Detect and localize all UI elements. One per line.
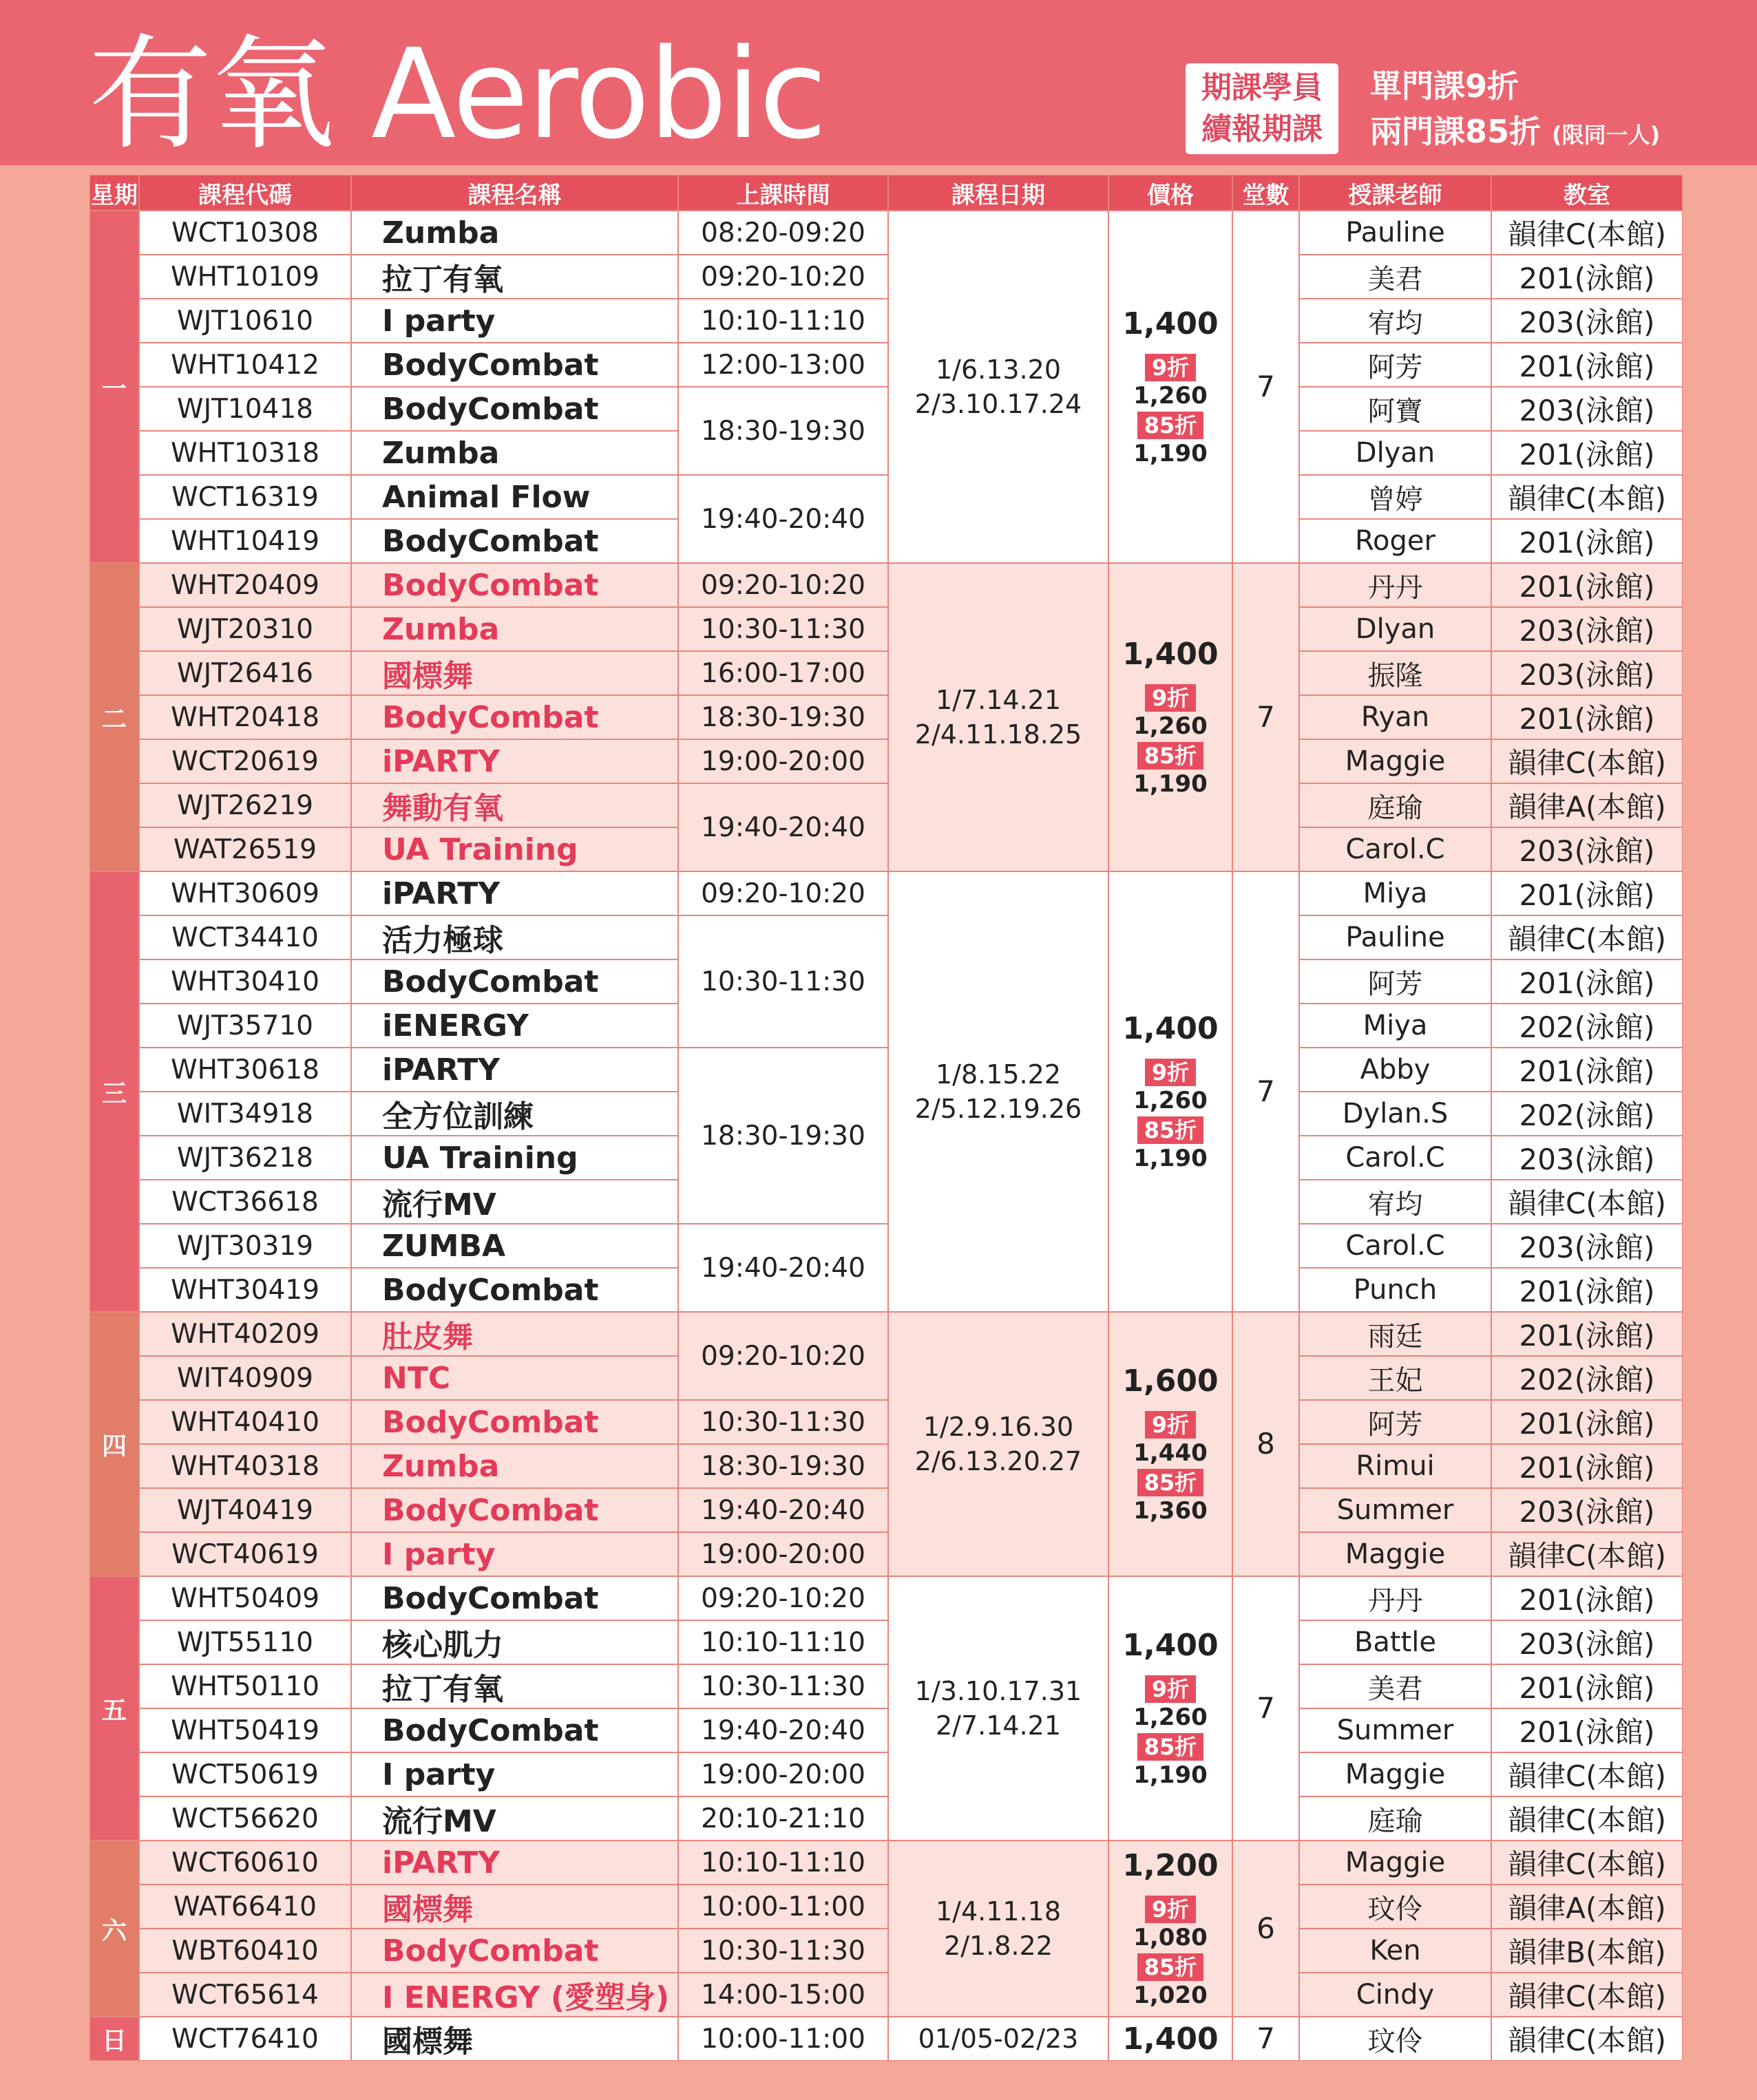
course-name: BodyCombat (351, 695, 678, 739)
teacher-name: 阿芳 (1299, 343, 1491, 387)
room-name: 201(泳館) (1491, 695, 1683, 739)
time-cell: 18:30-19:30 (678, 1048, 888, 1224)
course-code: WIT40909 (139, 1356, 351, 1400)
teacher-header: 授課老師 (1299, 175, 1491, 211)
teacher-name: Ken (1299, 1929, 1491, 1973)
time-cell: 09:20-10:20 (678, 1576, 888, 1620)
room-name: 201(泳館) (1491, 1048, 1683, 1092)
price-main: 1,600 (1122, 1363, 1219, 1399)
price-9-discount: 1,260 (1133, 1086, 1208, 1114)
course-code: WJT40419 (139, 1488, 351, 1532)
course-code: WHT50110 (139, 1664, 351, 1708)
session-count: 7 (1232, 1576, 1299, 1841)
time-cell: 10:30-11:30 (678, 1929, 888, 1973)
promo-line-2: 兩門課85折 (1370, 113, 1542, 150)
course-name: I party (351, 1532, 678, 1576)
price-cell (1108, 563, 1232, 871)
room-name: 203(泳館) (1491, 651, 1683, 695)
room-name: 韻律C(本館) (1491, 2017, 1683, 2061)
room-name: 203(泳館) (1491, 607, 1683, 651)
teacher-name: Carol.C (1299, 827, 1491, 871)
course-name: 拉丁有氧 (351, 255, 678, 299)
discount-tag-9: 9折 (1145, 1675, 1196, 1703)
date-line: 01/05-02/23 (918, 2024, 1079, 2054)
room-name: 韻律C(本館) (1491, 1532, 1683, 1576)
room-name: 韻律C(本館) (1491, 475, 1683, 519)
session-count: 8 (1232, 1312, 1299, 1576)
price-header: 價格 (1108, 175, 1232, 211)
time-cell: 18:30-19:30 (678, 1444, 888, 1488)
room-name: 201(泳館) (1491, 959, 1683, 1004)
time-cell: 09:20-10:20 (678, 255, 888, 299)
room-name: 韻律C(本館) (1491, 915, 1683, 959)
course-name: BodyCombat (351, 1268, 678, 1312)
date-line: 1/6.13.20 (935, 354, 1062, 385)
teacher-name: 阿寶 (1299, 387, 1491, 431)
course-code: WCT50619 (139, 1752, 351, 1796)
course-name: iPARTY (351, 739, 678, 783)
course-name: BodyCombat (351, 1400, 678, 1444)
discount-tag-9: 9折 (1145, 1896, 1196, 1923)
course-name: BodyCombat (351, 1488, 678, 1532)
discount-tag-9: 9折 (1145, 684, 1196, 712)
discount-tag-9: 9折 (1145, 1411, 1196, 1439)
course-name: BodyCombat (351, 343, 678, 387)
teacher-name: 庭瑜 (1299, 783, 1491, 827)
course-code: WCT36618 (139, 1180, 351, 1224)
course-name: Zumba (351, 1444, 678, 1488)
course-name: 流行MV (351, 1180, 678, 1224)
teacher-name: 阿芳 (1299, 1400, 1491, 1444)
course-code: WHT30609 (139, 871, 351, 915)
day-label: 四 (90, 1312, 139, 1576)
teacher-name: 王妃 (1299, 1356, 1491, 1400)
course-code: WCT56620 (139, 1796, 351, 1841)
course-code: WJT26219 (139, 783, 351, 827)
time-cell: 10:00-11:00 (678, 2017, 888, 2061)
date-line: 1/2.9.16.30 (923, 1412, 1074, 1442)
price-main: 1,400 (1122, 636, 1219, 672)
room-name: 203(泳館) (1491, 1224, 1683, 1268)
course-code: WHT30410 (139, 959, 351, 1004)
course-code: WAT26519 (139, 827, 351, 871)
price-main: 1,400 (1122, 1627, 1219, 1663)
time-cell: 18:30-19:30 (678, 695, 888, 739)
time-cell: 10:30-11:30 (678, 1664, 888, 1708)
course-code: WCT34410 (139, 915, 351, 959)
time-cell: 19:40-20:40 (678, 1488, 888, 1532)
room-name: 韻律B(本館) (1491, 1929, 1683, 1973)
time-cell: 19:40-20:40 (678, 1224, 888, 1312)
price-main: 1,200 (1122, 1847, 1219, 1883)
course-name: BodyCombat (351, 387, 678, 431)
room-name: 201(泳館) (1491, 1664, 1683, 1708)
course-name: 國標舞 (351, 2017, 678, 2061)
price-cell (1108, 2017, 1232, 2061)
room-name: 201(泳館) (1491, 1576, 1683, 1620)
teacher-name: 美君 (1299, 255, 1491, 299)
course-name: BodyCombat (351, 563, 678, 607)
teacher-name: 振隆 (1299, 651, 1491, 695)
time-cell: 18:30-19:30 (678, 387, 888, 475)
date-header: 課程日期 (888, 175, 1108, 211)
badge-line-1: 期課學員 (1201, 70, 1323, 105)
course-name: 核心肌力 (351, 1620, 678, 1664)
room-header: 教室 (1491, 175, 1683, 211)
room-name: 203(泳館) (1491, 299, 1683, 343)
room-name: 201(泳館) (1491, 1312, 1683, 1356)
room-name: 201(泳館) (1491, 255, 1683, 299)
course-code: WHT10419 (139, 519, 351, 563)
course-code: WHT50419 (139, 1708, 351, 1752)
room-name: 203(泳館) (1491, 827, 1683, 871)
time-cell: 19:40-20:40 (678, 783, 888, 871)
code-header: 課程代碼 (139, 175, 351, 211)
price-9-discount: 1,440 (1133, 1439, 1208, 1467)
promo-line-1: 單門課9折 (1370, 67, 1519, 105)
course-dates (888, 1312, 1108, 1576)
time-cell: 08:20-09:20 (678, 211, 888, 255)
teacher-name: Ryan (1299, 695, 1491, 739)
time-cell: 19:00-20:00 (678, 739, 888, 783)
time-cell: 20:10-21:10 (678, 1796, 888, 1841)
course-name: iPARTY (351, 1841, 678, 1885)
badge-line-2: 續報期課 (1201, 112, 1323, 147)
price-main: 1,400 (1122, 1010, 1219, 1046)
date-line: 2/1.8.22 (944, 1931, 1053, 1961)
room-name: 韻律C(本館) (1491, 1973, 1683, 2017)
room-name: 韻律C(本館) (1491, 1180, 1683, 1224)
session-count: 7 (1232, 563, 1299, 871)
course-name: BodyCombat (351, 959, 678, 1004)
course-name: ZUMBA (351, 1224, 678, 1268)
date-line: 1/8.15.22 (935, 1059, 1062, 1090)
course-code: WCT40619 (139, 1532, 351, 1576)
teacher-name: 玟伶 (1299, 2017, 1491, 2061)
date-line: 1/3.10.17.31 (914, 1676, 1082, 1706)
time-cell: 09:20-10:20 (678, 871, 888, 915)
discount-tag-9: 9折 (1145, 354, 1196, 381)
teacher-name: Dlyan (1299, 431, 1491, 475)
price-85-discount: 1,190 (1133, 1761, 1208, 1789)
course-name: iPARTY (351, 1048, 678, 1092)
date-line: 2/4.11.18.25 (914, 719, 1082, 750)
price-cell (1108, 211, 1232, 563)
time-header: 上課時間 (678, 175, 888, 211)
course-name: BodyCombat (351, 1576, 678, 1620)
room-name: 201(泳館) (1491, 1444, 1683, 1488)
date-line: 2/6.13.20.27 (914, 1446, 1082, 1476)
teacher-name: Dlyan (1299, 607, 1491, 651)
teacher-name: Maggie (1299, 1532, 1491, 1576)
date-line: 2/3.10.17.24 (914, 389, 1082, 419)
time-cell: 19:40-20:40 (678, 475, 888, 563)
teacher-name: Miya (1299, 871, 1491, 915)
day-label: 六 (90, 1841, 139, 2017)
time-cell: 10:30-11:30 (678, 607, 888, 651)
promo-badge (1186, 63, 1338, 154)
time-cell: 10:30-11:30 (678, 1400, 888, 1444)
course-code: WHT10109 (139, 255, 351, 299)
day-label: 五 (90, 1576, 139, 1841)
teacher-name: Punch (1299, 1268, 1491, 1312)
teacher-name: Maggie (1299, 1841, 1491, 1885)
course-dates (888, 211, 1108, 563)
room-name: 203(泳館) (1491, 387, 1683, 431)
course-code: WJT26416 (139, 651, 351, 695)
price-85-discount: 1,360 (1133, 1496, 1208, 1525)
course-name: 國標舞 (351, 651, 678, 695)
room-name: 韻律A(本館) (1491, 783, 1683, 827)
room-name: 201(泳館) (1491, 1708, 1683, 1752)
time-cell: 16:00-17:00 (678, 651, 888, 695)
course-code: WJT10610 (139, 299, 351, 343)
price-9-discount: 1,260 (1133, 1703, 1208, 1731)
room-name: 201(泳館) (1491, 519, 1683, 563)
date-line: 1/7.14.21 (935, 685, 1062, 715)
room-name: 201(泳館) (1491, 871, 1683, 915)
teacher-name: Maggie (1299, 739, 1491, 783)
course-name: 肚皮舞 (351, 1312, 678, 1356)
teacher-name: Pauline (1299, 211, 1491, 255)
discount-tag-85: 85折 (1137, 1953, 1204, 1981)
course-code: WHT40410 (139, 1400, 351, 1444)
time-cell: 10:00-11:00 (678, 1885, 888, 1929)
room-name: 201(泳館) (1491, 431, 1683, 475)
session-count: 6 (1232, 1841, 1299, 2017)
discount-tag-85: 85折 (1137, 1469, 1204, 1496)
time-cell: 10:10-11:10 (678, 1841, 888, 1885)
header-banner (0, 0, 1757, 165)
course-name: BodyCombat (351, 519, 678, 563)
course-code: WBT60410 (139, 1929, 351, 1973)
day-label: 一 (90, 211, 139, 563)
course-code: WJT36218 (139, 1136, 351, 1180)
course-name: BodyCombat (351, 1929, 678, 1973)
room-name: 203(泳館) (1491, 1620, 1683, 1664)
teacher-name: Abby (1299, 1048, 1491, 1092)
price-cell (1108, 1312, 1232, 1576)
course-name: I party (351, 299, 678, 343)
course-code: WJT55110 (139, 1620, 351, 1664)
teacher-name: 丹丹 (1299, 563, 1491, 607)
teacher-name: 曾婷 (1299, 475, 1491, 519)
teacher-name: 庭瑜 (1299, 1796, 1491, 1841)
course-name: iENERGY (351, 1004, 678, 1048)
teacher-name: Maggie (1299, 1752, 1491, 1796)
time-cell: 19:40-20:40 (678, 1708, 888, 1752)
course-name: 活力極球 (351, 915, 678, 959)
course-code: WCT10308 (139, 211, 351, 255)
course-dates (888, 1576, 1108, 1841)
course-name: 流行MV (351, 1796, 678, 1841)
room-name: 韻律C(本館) (1491, 1752, 1683, 1796)
course-dates (888, 871, 1108, 1312)
course-name: Zumba (351, 211, 678, 255)
price-cell (1108, 1576, 1232, 1841)
room-name: 202(泳館) (1491, 1092, 1683, 1136)
date-line: 1/4.11.18 (935, 1896, 1062, 1927)
teacher-name: 玟伶 (1299, 1885, 1491, 1929)
price-cell (1108, 1841, 1232, 2017)
discount-tag-85: 85折 (1137, 1733, 1204, 1761)
discount-tag-9: 9折 (1145, 1059, 1196, 1086)
date-line: 2/7.14.21 (935, 1710, 1062, 1741)
price-9-discount: 1,260 (1133, 712, 1208, 740)
course-name: NTC (351, 1356, 678, 1400)
course-code: WHT40209 (139, 1312, 351, 1356)
sessions-header: 堂數 (1232, 175, 1299, 211)
course-name: BodyCombat (351, 1708, 678, 1752)
course-name: Zumba (351, 607, 678, 651)
session-count: 7 (1232, 2017, 1299, 2061)
course-code: WJT20310 (139, 607, 351, 651)
promo-note: (限同一人) (1552, 122, 1661, 148)
room-name: 201(泳館) (1491, 343, 1683, 387)
course-code: WCT60610 (139, 1841, 351, 1885)
room-name: 202(泳館) (1491, 1004, 1683, 1048)
time-cell: 10:10-11:10 (678, 1620, 888, 1664)
course-name: 舞動有氧 (351, 783, 678, 827)
room-name: 韻律A(本館) (1491, 1885, 1683, 1929)
course-code: WAT66410 (139, 1885, 351, 1929)
schedule-table (90, 175, 1683, 2064)
room-name: 韻律C(本館) (1491, 1796, 1683, 1841)
teacher-name: 阿芳 (1299, 959, 1491, 1004)
course-code: WCT16319 (139, 475, 351, 519)
time-cell: 10:30-11:30 (678, 915, 888, 1048)
course-code: WCT76410 (139, 2017, 351, 2061)
discount-tag-85: 85折 (1137, 742, 1204, 770)
room-name: 202(泳館) (1491, 1356, 1683, 1400)
teacher-name: 宥均 (1299, 299, 1491, 343)
teacher-name: Miya (1299, 1004, 1491, 1048)
price-main: 1,400 (1122, 306, 1219, 341)
course-name: 拉丁有氧 (351, 1664, 678, 1708)
time-cell: 10:10-11:10 (678, 299, 888, 343)
room-name: 203(泳館) (1491, 1136, 1683, 1180)
teacher-name: Carol.C (1299, 1136, 1491, 1180)
course-dates (888, 1841, 1108, 2017)
course-code: WHT30618 (139, 1048, 351, 1092)
course-name: UA Training (351, 827, 678, 871)
discount-tag-85: 85折 (1137, 412, 1204, 439)
course-code: WHT20418 (139, 695, 351, 739)
teacher-name: 丹丹 (1299, 1576, 1491, 1620)
price-85-discount: 1,020 (1133, 1981, 1208, 2009)
course-code: WIT34918 (139, 1092, 351, 1136)
price-85-discount: 1,190 (1133, 439, 1208, 467)
room-name: 韻律C(本館) (1491, 1841, 1683, 1885)
page-title: 有氧 Aerobic (88, 23, 826, 167)
course-name: I party (351, 1752, 678, 1796)
course-name: UA Training (351, 1136, 678, 1180)
day-label: 三 (90, 871, 139, 1312)
day-label: 二 (90, 563, 139, 871)
course-code: WJT35710 (139, 1004, 351, 1048)
session-count: 7 (1232, 871, 1299, 1312)
teacher-name: Summer (1299, 1488, 1491, 1532)
course-code: WJT30319 (139, 1224, 351, 1268)
teacher-name: Carol.C (1299, 1224, 1491, 1268)
course-name: I ENERGY (愛塑身) (351, 1973, 678, 2017)
teacher-name: 美君 (1299, 1664, 1491, 1708)
promo-text (1370, 63, 1660, 158)
room-name: 203(泳館) (1491, 1488, 1683, 1532)
teacher-name: Pauline (1299, 915, 1491, 959)
price-9-discount: 1,080 (1133, 1923, 1208, 1951)
price-85-discount: 1,190 (1133, 770, 1208, 798)
time-cell: 09:20-10:20 (678, 563, 888, 607)
teacher-name: Rimui (1299, 1444, 1491, 1488)
time-cell: 19:00-20:00 (678, 1752, 888, 1796)
teacher-name: 雨廷 (1299, 1312, 1491, 1356)
course-dates (888, 2017, 1108, 2061)
course-dates (888, 563, 1108, 871)
room-name: 201(泳館) (1491, 1400, 1683, 1444)
course-code: WHT10412 (139, 343, 351, 387)
teacher-name: Battle (1299, 1620, 1491, 1664)
price-85-discount: 1,190 (1133, 1144, 1208, 1172)
time-cell: 14:00-15:00 (678, 1973, 888, 2017)
time-cell: 09:20-10:20 (678, 1312, 888, 1400)
course-name: Zumba (351, 431, 678, 475)
course-name: Animal Flow (351, 475, 678, 519)
time-cell: 19:00-20:00 (678, 1532, 888, 1576)
price-9-discount: 1,260 (1133, 381, 1208, 410)
course-code: WHT20409 (139, 563, 351, 607)
day-header: 星期 (90, 175, 139, 211)
course-code: WHT50409 (139, 1576, 351, 1620)
teacher-name: Summer (1299, 1708, 1491, 1752)
course-name: 國標舞 (351, 1885, 678, 1929)
room-name: 201(泳館) (1491, 563, 1683, 607)
teacher-name: Roger (1299, 519, 1491, 563)
room-name: 韻律C(本館) (1491, 739, 1683, 783)
teacher-name: Dylan.S (1299, 1092, 1491, 1136)
discount-tag-85: 85折 (1137, 1116, 1204, 1144)
teacher-name: 宥均 (1299, 1180, 1491, 1224)
name-header: 課程名稱 (351, 175, 678, 211)
course-name: iPARTY (351, 871, 678, 915)
course-code: WCT20619 (139, 739, 351, 783)
teacher-name: Cindy (1299, 1973, 1491, 2017)
price-cell (1108, 871, 1232, 1312)
room-name: 201(泳館) (1491, 1268, 1683, 1312)
time-cell: 12:00-13:00 (678, 343, 888, 387)
course-name: 全方位訓練 (351, 1092, 678, 1136)
room-name: 韻律C(本館) (1491, 211, 1683, 255)
course-code: WHT30419 (139, 1268, 351, 1312)
date-line: 2/5.12.19.26 (914, 1094, 1082, 1124)
course-code: WJT10418 (139, 387, 351, 431)
price-main: 1,400 (1122, 2021, 1219, 2057)
session-count: 7 (1232, 211, 1299, 563)
course-code: WHT40318 (139, 1444, 351, 1488)
course-code: WHT10318 (139, 431, 351, 475)
course-code: WCT65614 (139, 1973, 351, 2017)
day-label: 日 (90, 2017, 139, 2061)
